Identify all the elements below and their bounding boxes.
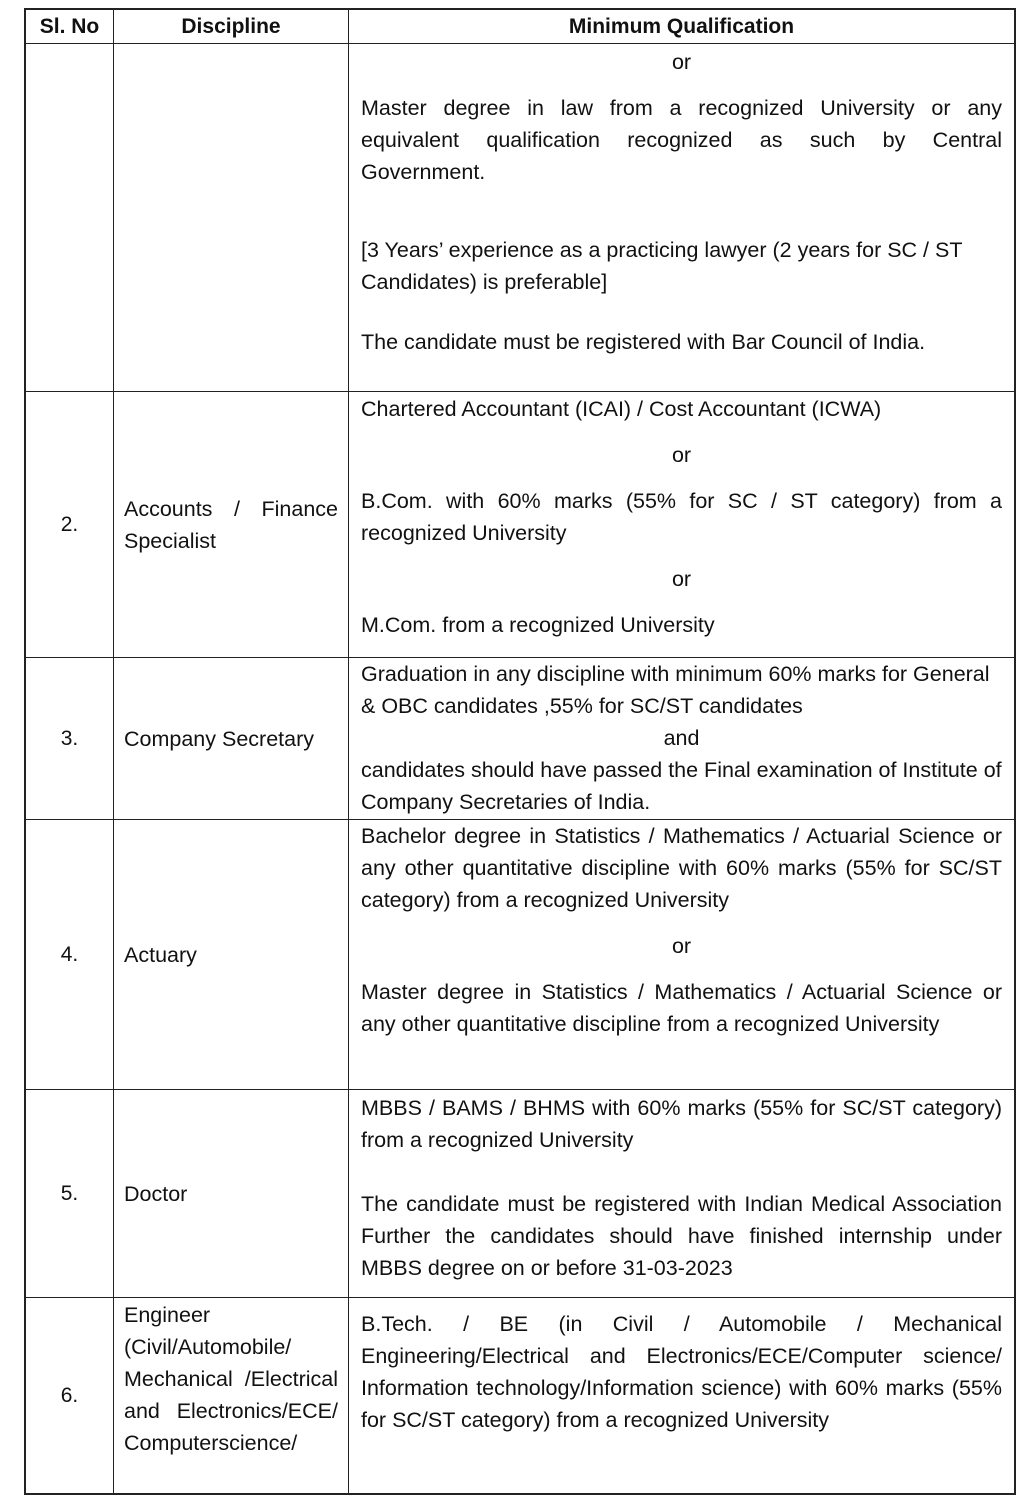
or-separator: or — [671, 50, 692, 74]
sl-no-cell: 2. — [26, 392, 114, 657]
header-sl-no: Sl. No — [26, 10, 114, 43]
discipline-cell — [114, 44, 349, 391]
qualification-cell — [349, 658, 1014, 819]
qualification-cell — [349, 1090, 1014, 1297]
qualification-cell — [349, 44, 1014, 391]
qualification-text: The candidate must be registered with Indian Medical Association Further the candidates should have finished internship under MBBS degree on or before 31-03-2023 — [361, 1192, 1002, 1280]
discipline-cell: Doctor — [114, 1090, 349, 1297]
table-row — [26, 657, 1014, 819]
qualification-text: Master degree in Statistics / Mathematics / Actuarial Science or any other quantitative discipline from a recognized University — [361, 980, 1002, 1036]
or-separator: or — [671, 934, 692, 958]
header-qualification: Minimum Qualification — [568, 14, 795, 38]
qualification-text: B.Tech. / BE (in Civil / Automobile / Mechanical Engineering/Electrical and Electronics/ECE/Computer science/ Information technology/Information science) with 60% marks (55% for SC/ST category) from a recognized University — [361, 1312, 1002, 1432]
table-row — [26, 43, 1014, 391]
and-separator: and — [663, 726, 700, 750]
table-row — [26, 1297, 1014, 1493]
or-separator: or — [671, 443, 692, 467]
qualification-text: The candidate must be registered with Bar Council of India. — [361, 330, 926, 354]
discipline-cell: Company Secretary — [114, 658, 349, 819]
qualification-text: B.Com. with 60% marks (55% for SC / ST category) from a recognized University — [361, 489, 1002, 545]
table-row — [26, 819, 1014, 1089]
sl-no-cell: 5. — [26, 1090, 114, 1297]
or-separator: or — [671, 567, 692, 591]
header-discipline: Discipline — [114, 10, 349, 43]
discipline-cell: Engineer (Civil/Automobile/ Mechanical /Electrical and Electronics/ECE/ Computerscience/ — [114, 1298, 349, 1493]
qualification-text: Chartered Accountant (ICAI) / Cost Accountant (ICWA) — [361, 397, 882, 421]
qualification-cell — [349, 820, 1014, 1089]
qualification-table — [24, 8, 1016, 1495]
qualification-text: [3 Years’ experience as a practicing lawyer (2 years for SC / ST Candidates) is preferable] — [361, 238, 963, 294]
qualification-text: candidates should have passed the Final examination of Institute of Company Secretaries of India. — [361, 758, 1002, 814]
sl-no-cell — [26, 44, 114, 391]
qualification-cell — [349, 392, 1014, 657]
qualification-text: M.Com. from a recognized University — [361, 613, 715, 637]
qualification-text: Master degree in law from a recognized University or any equivalent qualification recognized as such by Central Government. — [361, 96, 1002, 184]
discipline-cell: Accounts / Finance Specialist — [114, 392, 349, 657]
table-row — [26, 1089, 1014, 1297]
qualification-cell — [349, 1298, 1014, 1493]
qualification-text: MBBS / BAMS / BHMS with 60% marks (55% for SC/ST category) from a recognized University — [361, 1096, 1002, 1152]
sl-no-cell: 4. — [26, 820, 114, 1089]
table-header — [26, 10, 1014, 43]
qualification-text: Graduation in any discipline with minimum 60% marks for General & OBC candidates ,55% for SC/ST candidates — [361, 662, 990, 718]
sl-no-cell: 6. — [26, 1298, 114, 1493]
sl-no-cell: 3. — [26, 658, 114, 819]
qualification-text: Bachelor degree in Statistics / Mathematics / Actuarial Science or any other quantitative discipline with 60% marks (55% for SC/ST category) from a recognized University — [361, 824, 1002, 912]
discipline-cell: Actuary — [114, 820, 349, 1089]
table-row — [26, 391, 1014, 657]
